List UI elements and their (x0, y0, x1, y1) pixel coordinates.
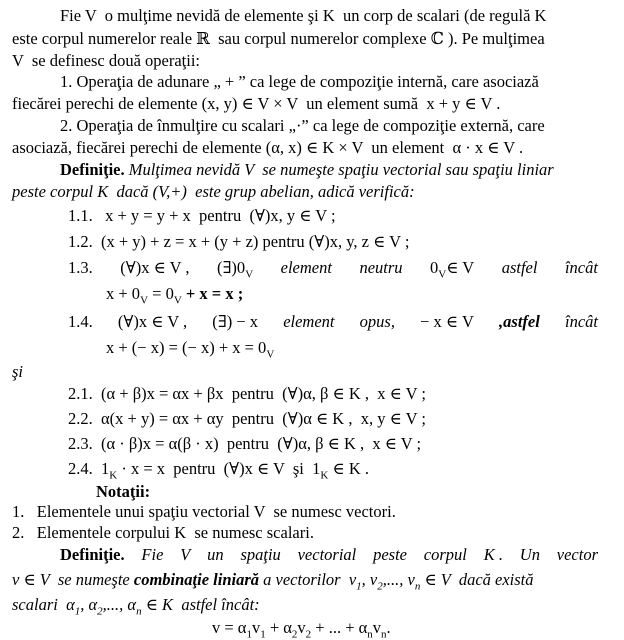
def2-word: V (180, 545, 191, 564)
intro-line-2 (12, 31, 624, 48)
and-word (12, 364, 624, 381)
def2-word: Un (519, 545, 540, 564)
def2-text-3-end: ∈ K astfel încât: (141, 595, 260, 614)
op2-text-1: 2. Operaţia de înmulţire cu scalari „·” ca lege de compoziţie externă, care (60, 116, 545, 135)
def2-line-2: v ∈ V se numeşte combinaţie liniară a vectorilor $v_1$, $v_2$,..., $v_n$ ∈ V dacă există (12, 570, 534, 593)
axiom-2-2 (68, 411, 624, 428)
def2-word: Fie (141, 545, 164, 564)
intro-text-2: este corpul numerelor reale ℝ sau corpul numerelor complexe ℂ ). Pe mulţimea (12, 29, 545, 48)
op1-line-2 (12, 96, 624, 113)
def1-label: Definiţie. (60, 160, 125, 179)
def2-word: vectorial (297, 545, 357, 564)
axiom-1-3-word: neutru (359, 258, 403, 277)
subscript: V (173, 294, 182, 307)
axiom-1-3-word: 0 (430, 258, 439, 277)
axiom-2-3 (68, 436, 624, 453)
axiom-1-4-word: opus, (359, 312, 395, 331)
axiom-1-3 (68, 260, 598, 280)
subscript: K (109, 469, 118, 482)
axiom-2-1-text: 2.1. (α + β)x = αx + βx pentru (∀)α, β ∈ K , x ∈ V ; (68, 384, 426, 403)
subscript: V (140, 294, 149, 307)
axiom-2-4-b: · x = x pentru (∀)x ∈ V şi 1 (117, 459, 321, 478)
axiom-2-4-c: ∈ K . (328, 459, 369, 478)
notation-2 (12, 525, 624, 542)
def2-term: combinaţie liniară (133, 570, 260, 589)
subscript: K (320, 469, 329, 482)
def1-text-1: Mulţimea nevidă V se numeşte spaţiu vectorial sau spaţiu liniar (124, 160, 554, 179)
axiom-1-3-word: încât (564, 258, 598, 277)
axiom-1-3-cont-b: = 0 (148, 284, 174, 303)
axiom-1-4-word: element (283, 312, 335, 331)
axiom-1-4-word: − x ∈ V (420, 312, 474, 331)
formula-start: v = α (212, 618, 247, 637)
axiom-1-2-text: 1.2. (x + y) + z = x + (y + z) pentru (∀)x, y, z ∈ V ; (68, 232, 410, 251)
def2-word: corpul (423, 545, 467, 564)
def2-word: vector (556, 545, 598, 564)
notation-1 (12, 504, 624, 521)
subscript: V (438, 268, 447, 281)
axiom-1-3-word: 1.3. (68, 258, 93, 277)
axiom-1-4 (68, 314, 598, 331)
def1-line-2 (12, 184, 624, 201)
def1-line-1 (60, 162, 624, 179)
notations-label: Notaţii: (96, 482, 151, 501)
op2-line-1 (60, 118, 624, 135)
op2-line-2 (12, 140, 624, 157)
axiom-1-3-exists (217, 260, 253, 280)
def1-text-2: peste corpul K dacă (V,+) este grup abelian, adică verifică: (12, 182, 415, 201)
def2-word: spaţiu (240, 545, 281, 564)
def2-text-3: scalari α (12, 595, 75, 614)
axiom-1-3-word: (∃)0 (216, 258, 246, 277)
op1-text-1: 1. Operaţia de adunare „ + ” ca lege de compoziţie internă, care asociază (60, 72, 539, 91)
def2-text-2a: v ∈ V se numeşte (12, 570, 134, 589)
axiom-1-4-cont-text: x + (− x) = (− x) + x = 0 (106, 338, 267, 357)
axiom-1-3-word: astfel (501, 258, 538, 277)
def2-text-2d: dacă există (454, 570, 534, 589)
def2-text-2c: a vectorilor v (259, 570, 357, 589)
subscript: V (266, 348, 275, 361)
axiom-1-4-word: (∀)x ∈ V , (117, 312, 188, 331)
intro-text-3: V se definesc două operaţii: (12, 51, 201, 70)
notation-1-text: 1. Elementele unui spaţiu vectorial V se numesc vectori. (12, 502, 396, 521)
axiom-2-1 (68, 386, 624, 403)
op1-line-1 (60, 74, 624, 91)
subscript: V (245, 268, 254, 281)
axiom-2-4 (68, 461, 624, 481)
def2-word: un (207, 545, 224, 564)
and-text: şi (12, 362, 24, 381)
axiom-1-4-cont (106, 340, 624, 360)
axiom-1-3-cont-a: x + 0 (106, 284, 141, 303)
intro-line-1 (60, 8, 598, 25)
notations-heading (96, 484, 624, 501)
axiom-1-4-word: încât (565, 312, 598, 331)
notation-2-text: 2. Elementele corpului K se numesc scalari. (12, 523, 314, 542)
axiom-2-3-text: 2.3. (α · β)x = α(β · x) pentru (∀)α, β ∈ K , x ∈ V ; (68, 434, 422, 453)
axiom-1-2 (68, 234, 624, 251)
op2-text-2: asociază, fiecărei perechi de elemente (α, x) ∈ K × V un element α · x ∈ V . (12, 138, 524, 157)
axiom-1-3-zero (430, 260, 474, 280)
axiom-2-4-a: 2.4. 1 (68, 459, 110, 478)
axiom-1-4-word: ,astfel (499, 312, 540, 331)
axiom-2-2-text: 2.2. α(x + y) = αx + αy pentru (∀)α ∈ K , x, y ∈ V ; (68, 409, 426, 428)
axiom-1-3-word: (∀)x ∈ V , (120, 258, 190, 277)
def2-line-3: scalari $\alpha_1$, $\alpha_2$,..., $\alpha_n$ ∈ K astfel încât: (12, 595, 260, 618)
axiom-1-4-word: (∃) − x (212, 312, 259, 331)
axiom-1-3-cont-c: + x = x ; (181, 284, 244, 303)
intro-text-1: Fie V o mulţime nevidă de elemente şi K un corp de scalari (de regulă K (60, 6, 547, 25)
intro-line-3 (12, 53, 624, 70)
def2-line-1 (60, 547, 598, 564)
axiom-1-1 (68, 208, 624, 225)
axiom-1-4-word: 1.4. (68, 312, 93, 331)
def2-word: K . (483, 545, 503, 564)
op1-text-2: fiecărei perechi de elemente (x, y) ∈ V × V un element sumă x + y ∈ V . (12, 94, 501, 113)
def2-label: Definiţie. (60, 545, 125, 564)
axiom-1-3-word: element (280, 258, 332, 277)
axiom-1-1-text: 1.1. x + y = y + x pentru (∀)x, y ∈ V ; (68, 206, 336, 225)
axiom-1-3-word: ∈ V (446, 258, 475, 277)
def2-word: peste (373, 545, 407, 564)
axiom-1-3-cont (106, 286, 624, 306)
linear-combination-formula: $v = \alpha_1v_1 + \alpha_2v_2$ + ... + $\alpha_nv_n$. (212, 618, 391, 640)
